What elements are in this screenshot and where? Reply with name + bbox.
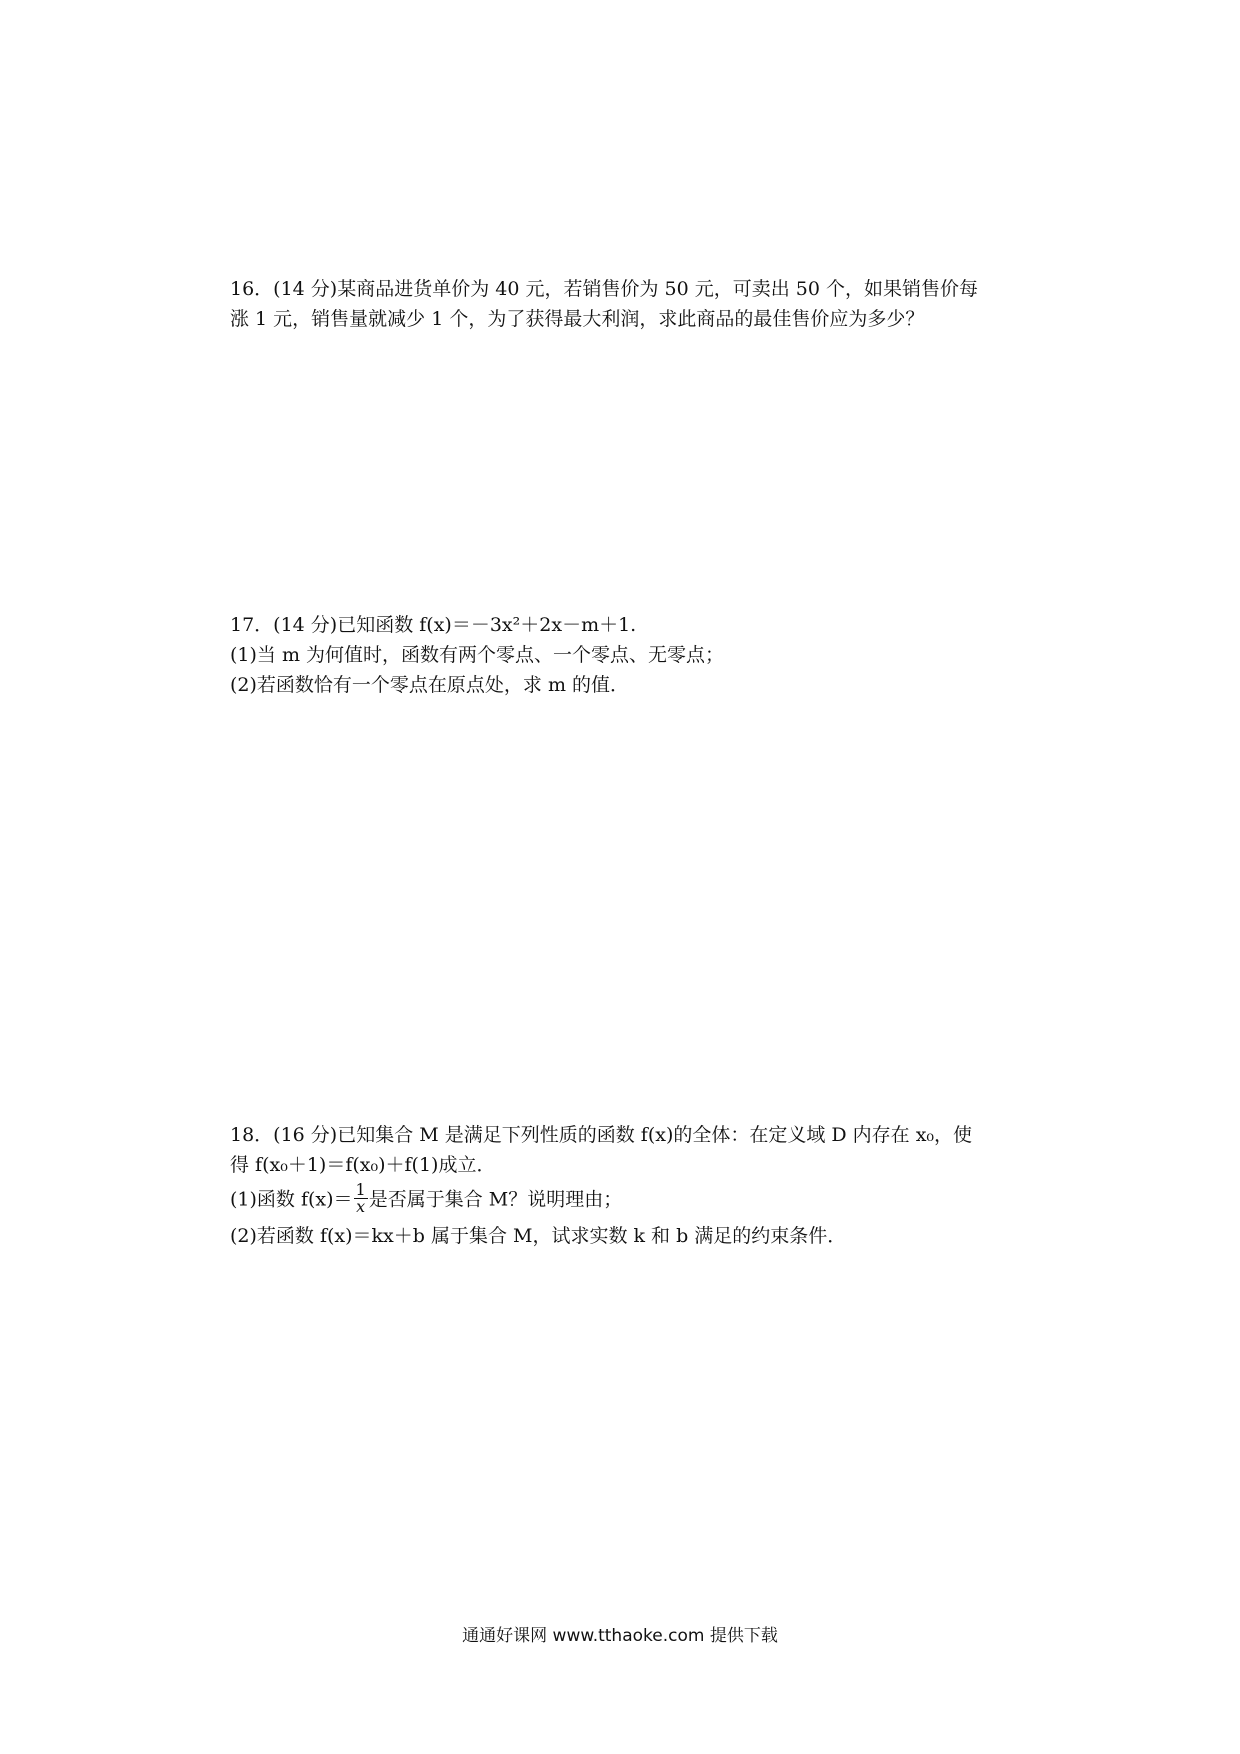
problem-16	[230, 274, 1060, 334]
problem-18-part-1-prefix: (1)函数 f(x)＝	[230, 1188, 353, 1211]
problem-18-part-2: (2)若函数 f(x)＝kx＋b 属于集合 M，试求实数 k 和 b 满足的约束条件．	[230, 1225, 847, 1247]
problem-18-part-1	[230, 1180, 1060, 1217]
problem-18-line-2: 得 f(x₀＋1)＝f(x₀)＋f(1)成立．	[230, 1154, 496, 1176]
fraction-one-over-x	[354, 1182, 368, 1215]
fraction-numerator: 1	[355, 1180, 366, 1199]
problem-18-part-1-suffix: 是否属于集合 M？说明理由；	[368, 1188, 623, 1211]
problem-18-line-1: 18．(16 分)已知集合 M 是满足下列性质的函数 f(x)的全体：在定义域 D 内存在 x₀，使	[230, 1124, 973, 1146]
footer-source-note: 通通好课网 www.tthaoke.com 提供下载	[462, 1626, 778, 1646]
problem-17-formula: f(x)＝－3x²＋2x－m＋1.	[419, 614, 637, 636]
problem-17-part-2: (2)若函数恰有一个零点在原点处，求 m 的值．	[230, 674, 630, 696]
problem-16-line-2: 涨 1 元，销售量就减少 1 个，为了获得最大利润，求此商品的最佳售价应为多少？	[230, 308, 925, 330]
problem-17-intro: 17．(14 分)已知函数	[230, 614, 420, 636]
problem-17	[230, 610, 1060, 700]
problem-17-line-1	[230, 610, 1060, 640]
fraction-denominator: x	[356, 1197, 366, 1216]
problem-18	[230, 1120, 1060, 1251]
problem-16-line-1: 16．(14 分)某商品进货单价为 40 元，若销售价为 50 元，可卖出 50 个，如果销售价每	[230, 278, 978, 300]
problem-17-part-1: (1)当 m 为何值时，函数有两个零点、一个零点、无零点；	[230, 644, 725, 666]
